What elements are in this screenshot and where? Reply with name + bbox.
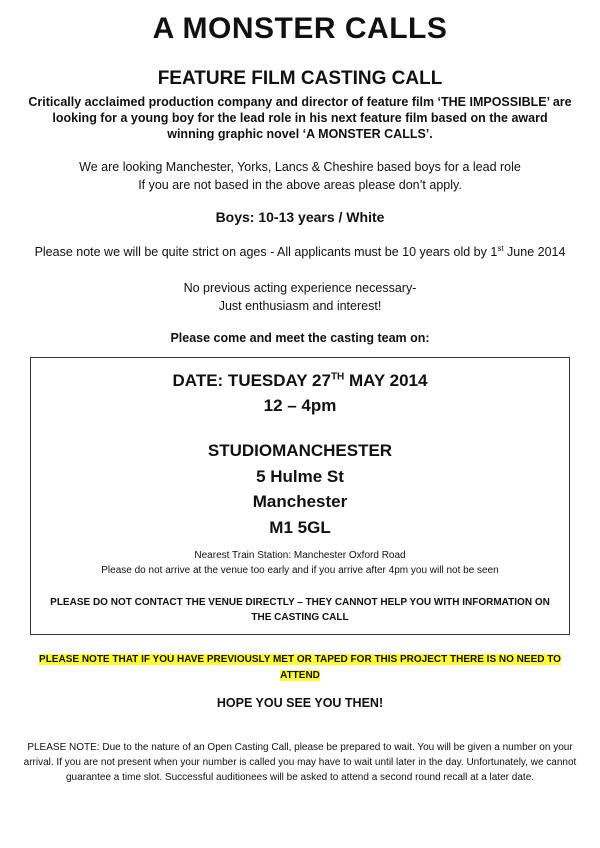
page-title: A MONSTER CALLS	[152, 12, 448, 45]
age-note-suffix: June 2014	[503, 245, 566, 259]
venue-city: Manchester	[252, 492, 348, 511]
age-note-sup: st	[497, 243, 504, 253]
venue-postcode: M1 5GL	[269, 517, 331, 537]
event-date-suffix: MAY 2014	[344, 371, 428, 390]
location-line-2: If you are not based in the above areas please don’t apply.	[138, 178, 462, 192]
event-time: 12 – 4pm	[263, 396, 337, 415]
age-note-text: Please note we will be quite strict on ages - All applicants must be 10 years old by 1	[34, 245, 498, 259]
page-subtitle: FEATURE FILM CASTING CALL	[157, 68, 443, 89]
venue-address	[31, 438, 569, 540]
age-note	[10, 245, 590, 259]
location-requirement	[20, 158, 580, 194]
event-date-sup: TH	[330, 371, 345, 383]
arrival-note: Please do not arrive at the venue too early and if you arrive after 4pm you will not be seen	[101, 565, 499, 576]
venue-name: STUDIOMANCHESTER	[207, 441, 393, 460]
previous-audition-notice-text: PLEASE NOTE THAT IF YOU HAVE PREVIOUSLY MET OR TAPED FOR THIS PROJECT THERE IS NO NEED TO ATTEND	[39, 654, 561, 681]
location-line-1: We are looking Manchester, Yorks, Lancs & Cheshire based boys for a lead role	[79, 160, 521, 174]
meet-heading: Please come and meet the casting team on:	[170, 331, 430, 345]
experience-note	[0, 279, 600, 315]
previous-audition-notice	[20, 652, 580, 684]
travel-info	[31, 548, 569, 578]
closing-line: HOPE YOU SEE YOU THEN!	[216, 696, 384, 710]
event-date-text: DATE: TUESDAY 27	[172, 371, 331, 390]
train-station: Nearest Train Station: Manchester Oxford Road	[194, 550, 406, 561]
venue-street: 5 Hulme St	[256, 466, 344, 486]
event-details-box	[30, 357, 570, 635]
wait-time-note: PLEASE NOTE: Due to the nature of an Open Casting Call, please be prepared to wait. You will be given a number on your arrival. If you are not present when your number is called you may have to wait until later in the day. Unfortunately, we cannot guarantee a time slot. Successful auditionees will be asked to attend a second round recall at a later date.	[23, 742, 577, 783]
no-contact-warning: PLEASE DO NOT CONTACT THE VENUE DIRECTLY – THEY CANNOT HELP YOU WITH INFORMATION ON THE CASTING CALL	[50, 597, 550, 623]
event-date	[31, 371, 569, 391]
experience-line-2: Just enthusiasm and interest!	[218, 299, 382, 313]
intro-paragraph: Critically acclaimed production company and director of feature film ‘THE IMPOSSIBLE’ are looking for a young boy for the lead role in his next feature film based on the award winning graphic novel ‘A MONSTER CALLS’.	[28, 95, 572, 141]
experience-line-1: No previous acting experience necessary-	[183, 281, 417, 295]
age-requirement: Boys: 10-13 years / White	[215, 209, 385, 225]
